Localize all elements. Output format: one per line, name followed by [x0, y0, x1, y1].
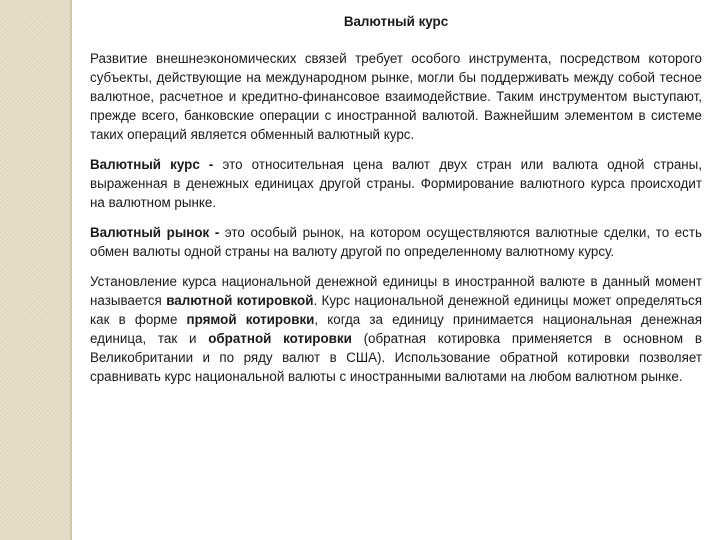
quotation-text-4: (обратная котировка применяется в основном в Великобритании и по ряду валют в США). Использование обратной котировки позволяет сравнивать курс национальной валюты с иностранными валютами на любом валютном рынке.: [90, 331, 702, 384]
indirect-quotation-term: обратной котировки: [208, 331, 352, 346]
currency-market-term: Валютный рынок -: [90, 225, 220, 240]
quotation-text-3: , когда за единицу принимается национальная денежная единица, так и: [90, 312, 702, 346]
currency-quotation-term: валютной котировкой: [166, 293, 314, 308]
direct-quotation-term: прямой котировки: [186, 312, 315, 327]
slide-title: Валютный курс: [343, 14, 449, 29]
decorative-side-band: [0, 0, 72, 540]
intro-paragraph: Развитие внешнеэкономических связей требует особого инструмента, посредством которого субъекты, действующие на международном рынке, могли бы поддерживать между собой тесное валютное, расчетное и кредитно-финансовое взаимодействие. Таким инструментом выступают, прежде всего, банковские операции с иностранной валютой. Важнейшим элементом в системе таких операций является обменный валютный курс.: [90, 51, 702, 142]
exchange-rate-text: это относительная цена валют двух стран или валюта одной страны, выраженная в денежных единицах другой страны. Формирование валютного курса происходит на валютном рынке.: [90, 157, 703, 210]
quotation-text-2: . Курс национальной денежной единицы может определяться как в форме: [90, 293, 702, 327]
quotation-paragraph: [90, 272, 702, 386]
slide-content: [90, 12, 702, 386]
quotation-text-1: Установление курса национальной денежной единицы в иностранной валюте в данный момент называется: [90, 274, 702, 308]
currency-market-text: это особый рынок, на котором осуществляются валютные сделки, то есть обмен валюты одной страны на валюту другой по определенному валютному курсу.: [90, 225, 702, 259]
exchange-rate-term: Валютный курс -: [90, 157, 214, 172]
currency-market-definition: [90, 223, 702, 261]
exchange-rate-definition: [90, 155, 702, 212]
